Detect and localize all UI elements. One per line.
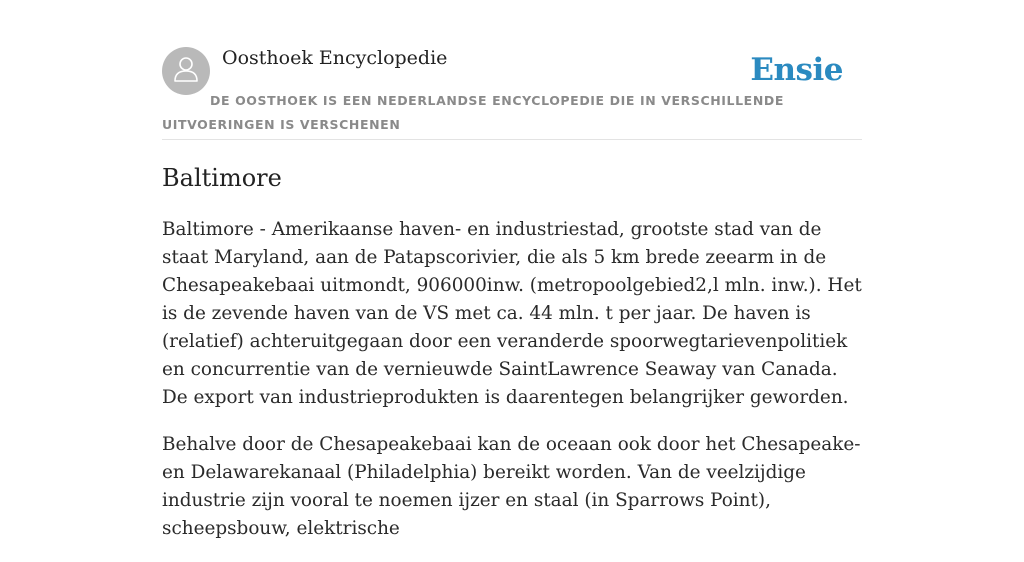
article-title: Baltimore (162, 164, 282, 192)
article-paragraph: Baltimore - Amerikaanse haven- en industriestad, grootste stad van de staat Maryland, aan de Patapscorivier, die als 5 km brede zeearm in de Chesapeakebaai uitmondt, 906000inw. (metropoolgebied2,l mln. inw.). Het is de zevende haven van de VS met ca. 44 mln. t per jaar. De haven is (relatief) achteruitgegaan door een veranderde spoorwegtarievenpolitiek en concurrentie van de vernieuwde SaintLawrence Seaway van Canada. De export van industrieprodukten is daarentegen belangrijker geworden. (162, 219, 862, 408)
source-header (162, 0, 862, 140)
content-container (162, 0, 862, 539)
user-icon (171, 54, 201, 89)
source-description: DE OOSTHOEK IS EEN NEDERLANDSE ENCYCLOPEDIE DIE IN VERSCHILLENDE UITVOERINGEN IS VERSCHENEN (162, 93, 784, 132)
source-avatar[interactable] (162, 47, 210, 95)
article-paragraph: Behalve door de Chesapeakebaai kan de oceaan ook door het Chesapeake- en Delawarekanaal (Philadelphia) bereikt worden. Van de veelzijdige industrie zijn vooral te noemen ijzer en staal (in Sparrows Point), scheepsbouw, elektrische (162, 434, 861, 539)
ensie-logo[interactable]: Ensie (750, 52, 843, 88)
source-name-link[interactable]: Oosthoek Encyclopedie (222, 47, 448, 69)
article-body (162, 216, 862, 562)
